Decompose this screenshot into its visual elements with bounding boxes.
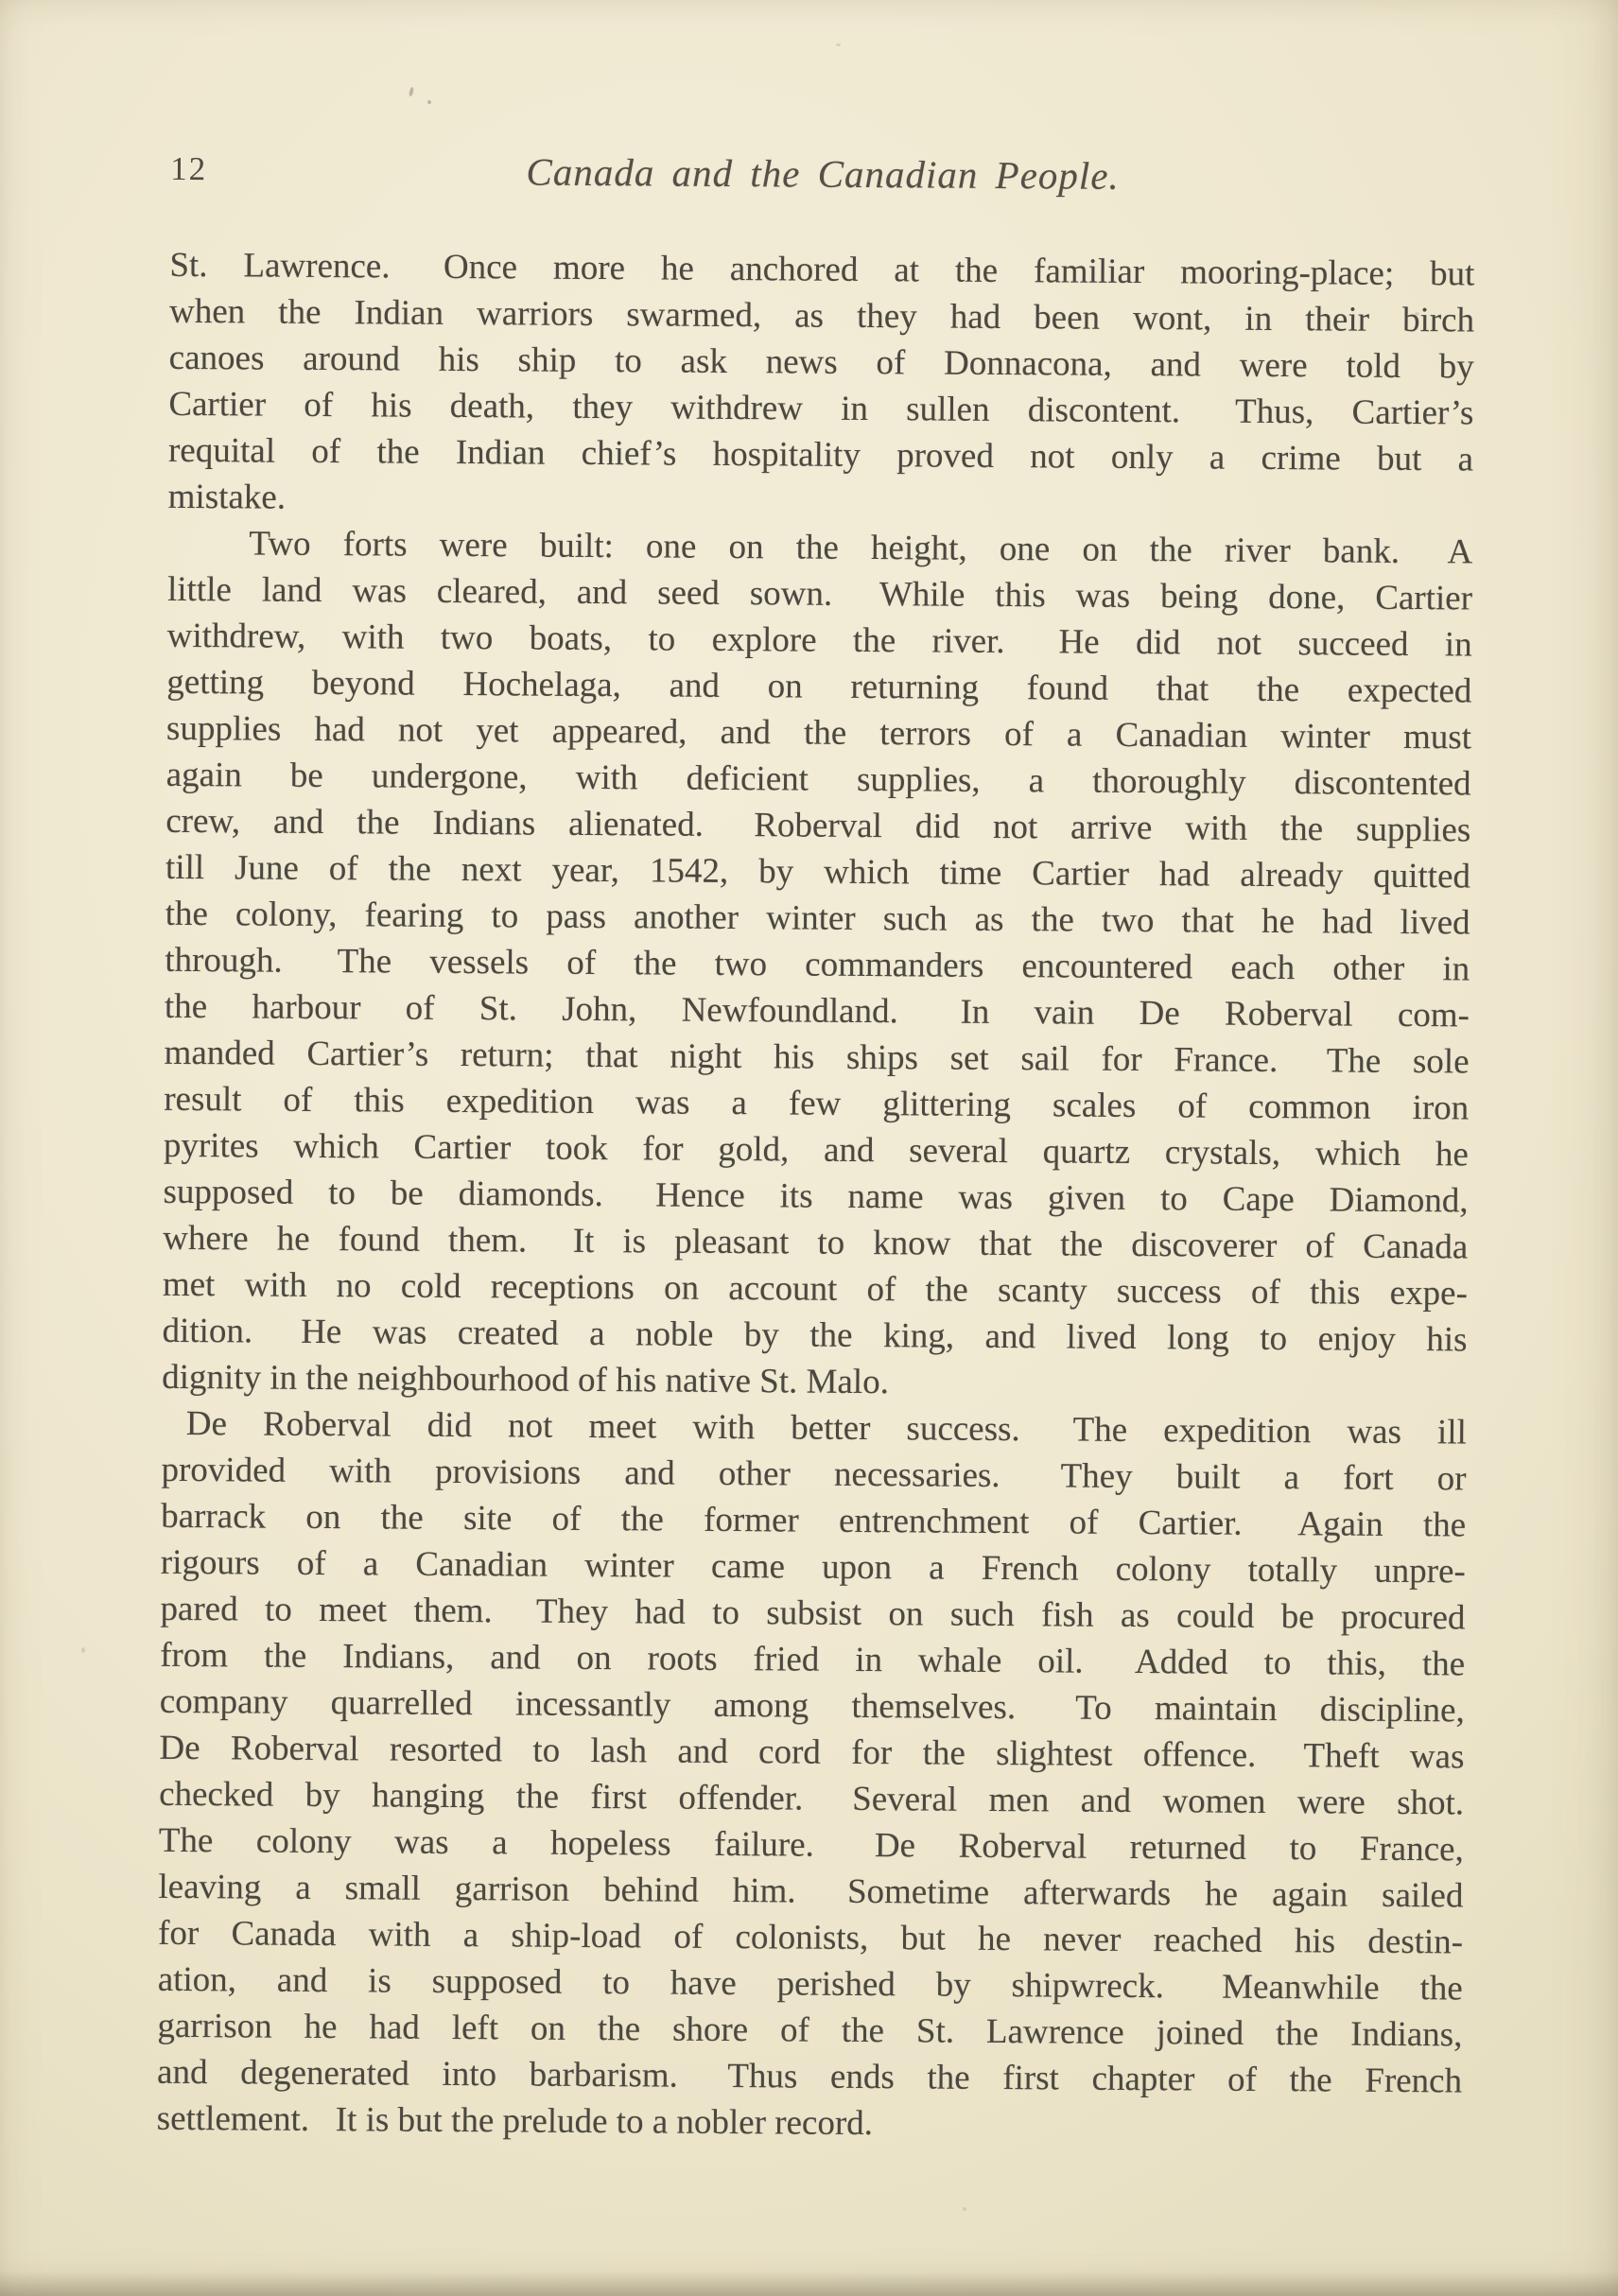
text-line: St. Lawrence. Once more he anchored at the familiar mooring-place; but: [169, 245, 1475, 294]
text-line: getting beyond Hochelaga, and on returning found that the expected: [166, 662, 1472, 711]
text-line: leaving a small garrison behind him. Sometime afterwards he again sailed: [158, 1867, 1464, 1916]
text-line: garrison he had left on the shore of the St. Lawrence joined the Indians,: [157, 2006, 1463, 2055]
text-line: dignity in the neighbourhood of his native St. Malo.: [162, 1357, 890, 1402]
text-line: the harbour of St. John, Newfoundland. In vain De Roberval com-: [164, 986, 1470, 1035]
text-line: till June of the next year, 1542, by which time Cartier had already quitted: [165, 847, 1471, 896]
text-line: result of this expedition was a few glittering scales of common iron: [164, 1079, 1470, 1128]
paragraph-2: [162, 520, 1472, 1410]
text-line: The colony was a hopeless failure. De Roberval returned to France,: [158, 1820, 1464, 1870]
text-line: pared to meet them. They had to subsist on such fish as could be procured: [160, 1589, 1466, 1638]
running-title: Canada and the Canadian People.: [526, 149, 1120, 198]
text-line: Two forts were built: one on the height, one on the river bank. A: [249, 524, 1473, 572]
text-line: mistake.: [167, 477, 287, 517]
text-line: checked by hanging the first offender. Several men and women were shot.: [159, 1774, 1465, 1823]
text-line: when the Indian warriors swarmed, as they had been wont, in their birch: [168, 291, 1475, 340]
page-text: [157, 242, 1475, 2151]
text-line: rigours of a Canadian winter came upon a French colony totally unpre-: [160, 1542, 1466, 1592]
text-line: dition. He was created a noble by the king, and lived long to enjoy his: [162, 1311, 1468, 1360]
paper-speck: [427, 100, 431, 104]
page-edge-shadow: [0, 2271, 1618, 2296]
text-line: requital of the Indian chief’s hospitality proved not only a crime but a: [167, 430, 1474, 479]
text-line: barrack on the site of the former entrenchment of Cartier. Again the: [161, 1496, 1467, 1545]
text-line: through. The vessels of the two commanders encountered each other in: [165, 940, 1470, 989]
text-line: pyrites which Cartier took for gold, and several quartz crystals, which he: [163, 1125, 1470, 1174]
text-line: company quarrelled incessantly among themselves. To maintain discipline,: [159, 1681, 1465, 1731]
text-line: and degenerated into barbarism. Thus ends the first chapter of the French: [156, 2052, 1463, 2101]
text-line: settlement. It is but the prelude to a nobler record.: [156, 2098, 874, 2144]
text-line: from the Indians, and on roots fried in whale oil. Added to this, the: [160, 1635, 1466, 1684]
text-line: De Roberval resorted to lash and cord for the slightest offence. Theft was: [159, 1728, 1465, 1777]
paper-speck: [81, 1647, 85, 1653]
text-line: supposed to be diamonds. Hence its name was given to Cape Diamond,: [163, 1172, 1469, 1221]
text-line: withdrew, with two boats, to explore the river. He did not succeed in: [166, 616, 1472, 665]
text-line: crew, and the Indians alienated. Roberval did not arrive with the supplies: [165, 801, 1471, 850]
page-header: [170, 140, 1475, 208]
paper-speck: [963, 2207, 966, 2211]
text-line: De Roberval did not meet with better success. The expedition was ill: [185, 1404, 1467, 1452]
paragraph-3: [157, 1400, 1467, 2151]
paper-speck: [1415, 312, 1419, 316]
text-line: the colony, fearing to pass another winter such as the two that he had lived: [165, 894, 1470, 943]
text-line: ation, and is supposed to have perished by shipwreck. Meanwhile the: [157, 1959, 1463, 2009]
text-line: supplies had not yet appeared, and the terrors of a Canadian winter must: [165, 708, 1472, 757]
text-line: canoes around his ship to ask news of Donnacona, and were told by: [168, 338, 1474, 387]
text-line: met with no cold receptions on account of the scanty success of this expe-: [162, 1264, 1469, 1313]
text-line: manded Cartier’s return; that night his ships set sail for France. The sole: [164, 1033, 1470, 1082]
text-line: again be undergone, with deficient supplies, a thoroughly discontented: [165, 755, 1471, 804]
paper-speck: [836, 43, 841, 46]
text-line: where he found them. It is pleasant to know that the discoverer of Canada: [163, 1218, 1469, 1267]
text-line: little land was cleared, and seed sown. While this was being done, Cartier: [166, 569, 1473, 618]
paragraph-1: [168, 242, 1475, 530]
text-line: for Canada with a ship-load of colonists, but he never reached his destin-: [157, 1913, 1464, 1962]
text-line: Cartier of his death, they withdrew in sullen discontent. Thus, Cartier’s: [168, 384, 1474, 433]
page-number: 12: [170, 149, 208, 188]
text-line: provided with provisions and other necessaries. They built a fort or: [161, 1450, 1467, 1499]
